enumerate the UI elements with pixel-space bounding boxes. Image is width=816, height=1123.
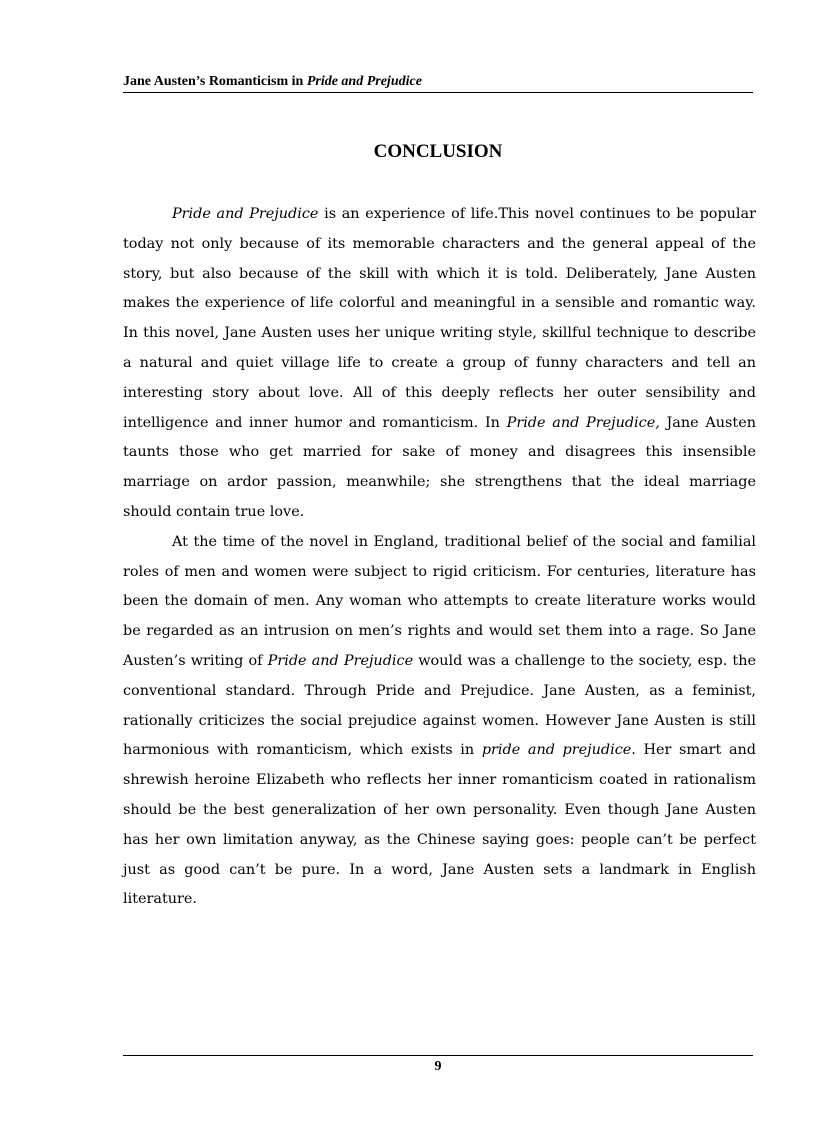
- paragraph-2-italic-1: Pride and Prejudice: [267, 652, 414, 669]
- paragraph-1-italic-1: Pride and Prejudice: [172, 206, 319, 222]
- running-header-prefix: Jane Austen’s Romanticism in: [123, 74, 307, 89]
- footer-divider: [123, 1055, 753, 1056]
- body-text: [123, 200, 756, 915]
- paragraph-1-italic-2: Pride and Prejudice,: [506, 414, 660, 431]
- paragraph-2-text-3: . Her smart and shrewish heroine Elizabeth who reflects her inner romanticism coated in rationalism should be the best generalization of her own personality. Even though Jane Austen has her own limitation anyway, as the Chinese saying goes: people can’t be perfect just as good can’t be pure. In a word, Jane Austen sets a landmark in English literature.: [123, 742, 757, 908]
- running-header: [123, 72, 753, 93]
- running-header-work-title: Pride and Prejudice: [306, 74, 422, 89]
- page-number: 9: [434, 1059, 442, 1074]
- paragraph-1-text-1: is an experience of life.This novel continues to be popular today not only because of its memorable characters and the general appeal of the story, but also because of the skill with which it is told. Deliberately, Jane Austen makes the experience of life colorful and meaningful in a sensible and romantic way. In this novel, Jane Austen uses her unique writing style, skillful technique to describe a natural and quiet village life to create a group of funny characters and tell an interesting story about love. All of this deeply reflects her outer sensibility and intelligence and inner humor and romanticism. In: [123, 206, 756, 431]
- paragraph-2-text-1: At the time of the novel in England, traditional belief of the social and familial roles of men and women were subject to rigid criticism. For centuries, literature has been the domain of men. Any woman who attempts to create literature works would be regarded as an intrusion on men’s rights and would set them into a rage. So Jane Austen’s writing of: [123, 533, 756, 669]
- paragraph-2: [123, 528, 756, 915]
- paragraph-1: [123, 200, 756, 528]
- paragraph-1-text-2: Jane Austen taunts those who get married for sake of money and disagrees this insensible marriage on ardor passion, meanwhile; she strengthens that the ideal marriage should contain true love.: [123, 414, 757, 520]
- section-title: CONCLUSION: [373, 141, 503, 162]
- paragraph-2-italic-2: pride and prejudice: [481, 742, 632, 759]
- paragraph-2-text-2: would was a challenge to the society, esp. the conventional standard. Through Pride and Prejudice. Jane Austen, as a feminist, rationally criticizes the social prejudice against women. However Jane Austen is still harmonious with romanticism, which exists in: [123, 652, 756, 759]
